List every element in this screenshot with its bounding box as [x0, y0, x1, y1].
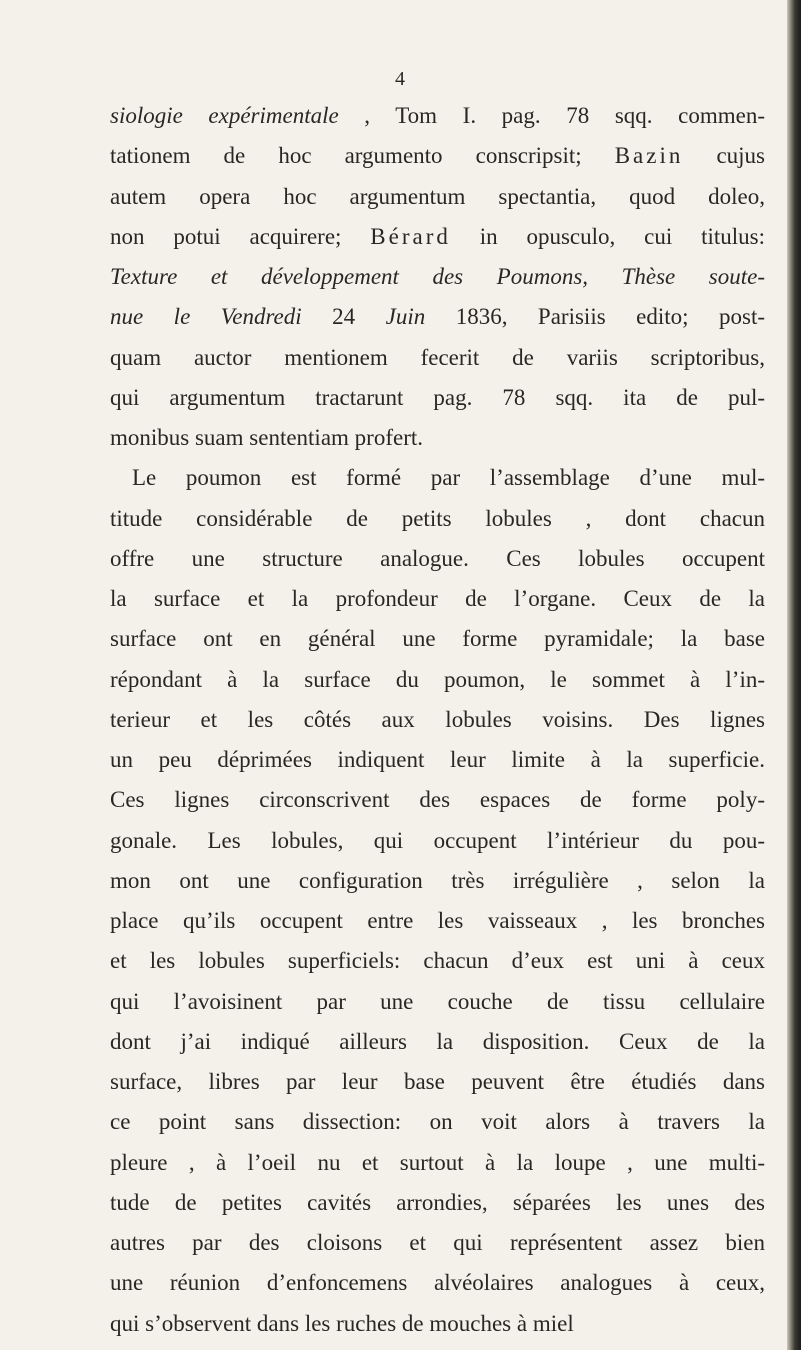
text-run: gonale. Les lobules, qui occupent l’intérieur du pou- [110, 827, 765, 853]
text-run: répondant à la surface du poumon, le sommet à l’in- [110, 666, 765, 692]
text-line [110, 660, 765, 700]
text-run: et les lobules superficiels: chacun d’eux est uni à ceux [110, 948, 765, 974]
text-line [110, 458, 765, 498]
text-line [110, 579, 765, 619]
text-run: un peu déprimées indiquent leur limite à la superficie. [110, 747, 765, 772]
text-line [110, 1143, 765, 1183]
text-run: pleure , à l’oeil nu et surtout à la loupe , une multi- [110, 1149, 765, 1175]
text-line [110, 177, 765, 217]
text-run: qui s’observent dans les ruches de mouches à miel [110, 1310, 574, 1336]
text-line [110, 1223, 765, 1263]
text-run: surface, libres par leur base peuvent être étudiés dans [110, 1069, 765, 1094]
text-line [110, 257, 765, 297]
text-run: 24 [301, 304, 386, 330]
text-run: tationem de hoc argumento conscripsit; [110, 143, 615, 169]
text-run: Le poumon est formé par l’assemblage d’une mul- [132, 465, 765, 491]
text-line [110, 338, 765, 378]
text-run: 1836, Parisiis edito; post- [425, 304, 765, 330]
spaced-name: Bazin [614, 143, 684, 169]
text-run: une réunion d’enfoncemens alvéolaires analogues à ceux, [110, 1270, 765, 1296]
text-run: Ces lignes circonscrivent des espaces de forme poly- [110, 787, 765, 813]
text-line [110, 1062, 765, 1102]
text-run: qui l’avoisinent par une couche de tissu cellulaire [110, 988, 765, 1014]
text-run: mon ont une configuration très irrégulière , selon la [110, 867, 765, 893]
text-line [110, 136, 765, 176]
text-line [110, 418, 765, 458]
text-run: non potui acquirere; [110, 223, 371, 249]
text-line [110, 619, 765, 659]
text-run: in opusculo, cui titulus: [450, 223, 765, 249]
text-run: tude de petites cavités arrondies, séparées les unes des [110, 1189, 765, 1215]
text-run: offre une structure analogue. Ces lobules occupent [110, 545, 765, 571]
text-run: la surface et la profondeur de l’organe. Ceux de la [110, 586, 765, 611]
text-line [110, 499, 765, 539]
text-run: , Tom I. pag. 78 sqq. commen- [338, 103, 765, 128]
text-run: cujus [683, 143, 765, 169]
text-line [110, 96, 765, 136]
text-run: surface ont en général une forme pyramidale; la base [110, 626, 765, 652]
spaced-name: Bérard [370, 223, 451, 249]
text-run: autres par des cloisons et qui représentent assez bien [110, 1230, 765, 1255]
italic-run: Texture et développement des Poumons, Thèse soute- [110, 264, 765, 289]
text-line [110, 700, 765, 740]
text-line [110, 901, 765, 941]
page-number: 4 [395, 68, 406, 90]
italic-run: siologie expérimentale [110, 103, 339, 128]
text-line [110, 539, 765, 579]
text-line [110, 1102, 765, 1142]
text-line [110, 821, 765, 861]
text-line [110, 780, 765, 820]
text-line [110, 217, 765, 257]
text-run: terieur et les côtés aux lobules voisins. Des lignes [110, 706, 765, 732]
text-line [110, 1183, 765, 1223]
text-run: dont j’ai indiqué ailleurs la disposition. Ceux de la [110, 1028, 765, 1054]
italic-run: Juin [385, 304, 426, 330]
text-line [110, 1022, 765, 1062]
text-run: quam auctor mentionem fecerit de variis scriptoribus, [110, 344, 765, 370]
text-run: autem opera hoc argumentum spectantia, quod doleo, [110, 183, 765, 209]
text-line [110, 378, 765, 418]
text-run: ce point sans dissection: on voit alors à travers la [110, 1109, 765, 1135]
text-line [110, 941, 765, 981]
body-text [110, 96, 765, 1344]
text-run: place qu’ils occupent entre les vaisseaux , les bronches [110, 908, 765, 933]
italic-run: nue le Vendredi [110, 304, 302, 330]
text-line [110, 297, 765, 337]
text-run: qui argumentum tractarunt pag. 78 sqq. ita de pul- [110, 384, 765, 410]
text-line [110, 982, 765, 1022]
text-line [110, 740, 765, 780]
text-run: titude considérable de petits lobules , dont chacun [110, 505, 765, 531]
page-edge-shadow [787, 0, 801, 1350]
text-line [110, 1263, 765, 1303]
text-line [110, 1304, 765, 1344]
text-line [110, 861, 765, 901]
text-run: monibus suam sententiam profert. [110, 425, 423, 450]
